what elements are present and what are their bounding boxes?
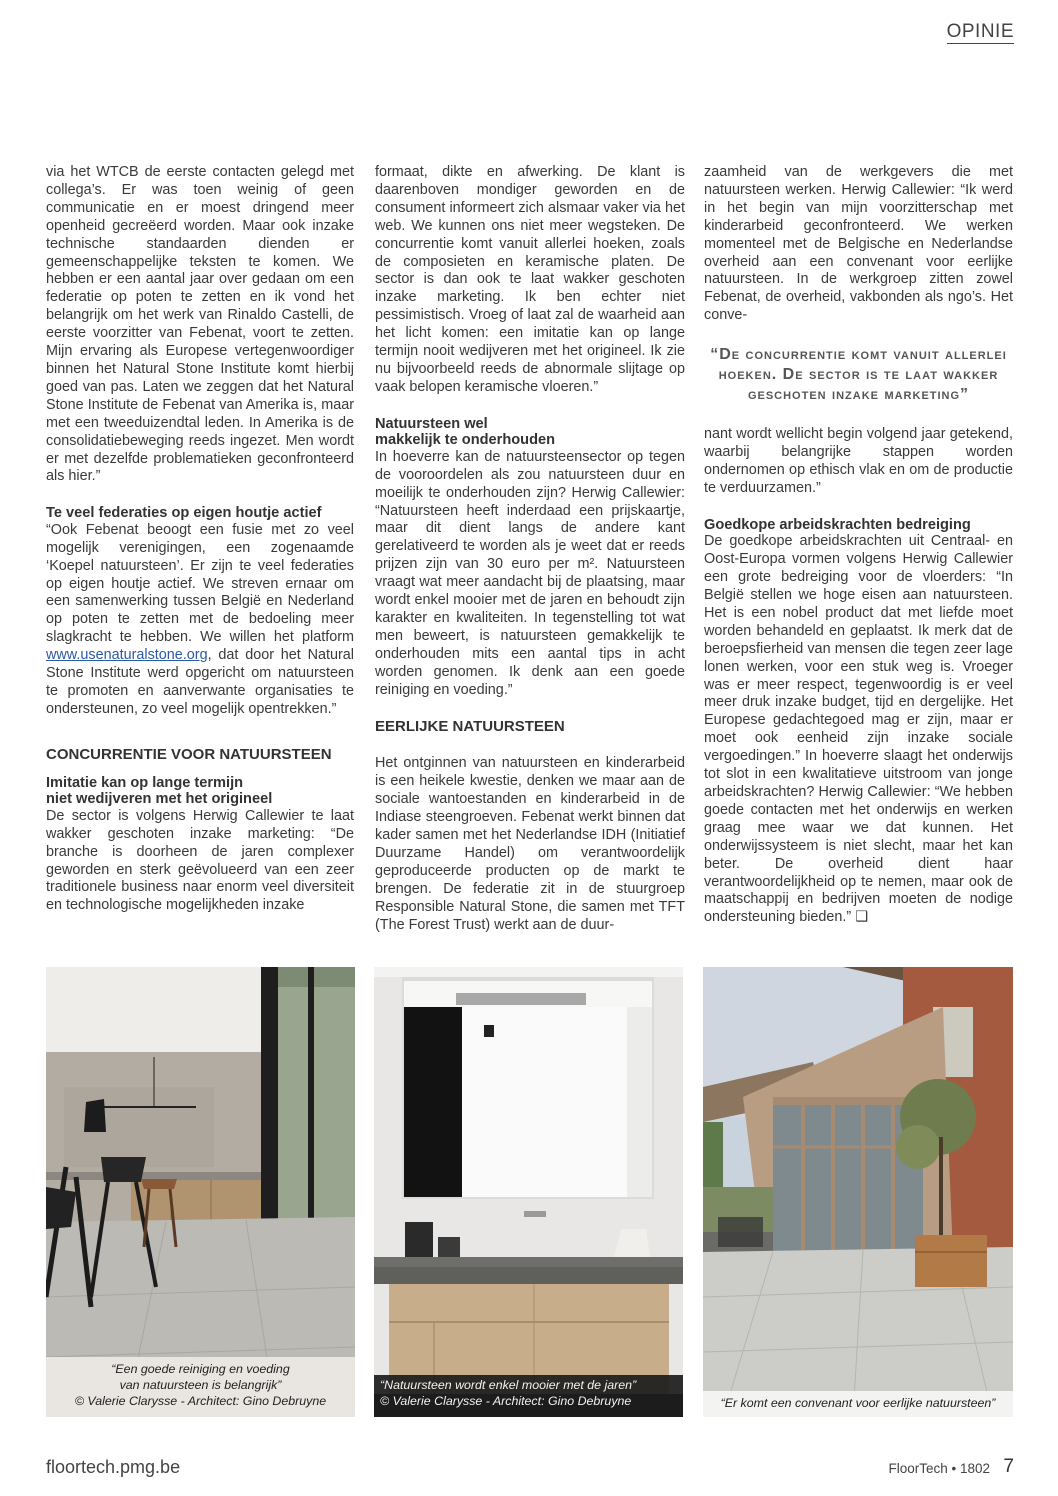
caption-quote: “Een goede reiniging en voeding xyxy=(111,1362,290,1376)
subheading-federaties: Te veel federaties op eigen houtje actief xyxy=(46,505,322,522)
body-paragraph: via het WTCB de eerste contacten gelegd met collega’s. Er was toen weinig of geen communicatie en er moest dringend meer openheid gecreëerd worden. Maar ook inzake technische standaarden dienden er gemeenschappelijke teksten te komen. We hebben er een aantal jaar over gedaan om een federatie op poten te zetten en ik vond het belangrijk om het werk van Rinaldo Castelli, de eerste voorzitter van Febenat, voort te zetten. Mijn ervaring als Europese vertegenwoordiger binnen het Natural Stone Institute komt hierbij goed van pas. Laten we zeggen dat het Natural Stone Institute de Febenat van Amerika is, maar met een tweeduizendtal leden. In Amerika is de consolidatiebeweging reeds ingezet. Men wordt er met dezelfde problematieken geconfronteerd als hier.” xyxy=(46,164,354,485)
subheading-arbeidskrachten: Goedkope arbeidskrachten bedreiging xyxy=(704,516,971,533)
bathroom-illustration xyxy=(374,967,683,1417)
subheading-onderhouden xyxy=(375,416,685,449)
subheading-line: niet wedijveren met het origineel xyxy=(46,791,273,808)
photo-terrace-exterior xyxy=(703,967,1013,1417)
photo-kitchen-interior xyxy=(46,967,355,1417)
section-heading-concurrentie: CONCURRENTIE VOOR NATUURSTEEN xyxy=(46,745,332,763)
photo-caption xyxy=(374,1375,683,1417)
subheading-imitatie xyxy=(46,775,354,808)
article-column-3 xyxy=(704,164,1013,927)
usenaturalstone-link[interactable]: www.usenaturalstone.org xyxy=(46,647,208,664)
section-tag: OPINIE xyxy=(946,21,1014,42)
end-of-article-icon: ❑ xyxy=(855,909,869,926)
body-paragraph: formaat, dikte en afwerking. De klant is daarenboven mondiger geworden en de consument informeert zich alsmaar vaker via het web. We kunnen ons niet meer wegsteken. De concurrentie komt vanuit allerlei hoeken, zoals de composieten en keramische platen. De sector is dan ook te laat wakker geschoten inzake marketing. Ik ben echter niet pessimistisch. Vroeg of laat zal de waarheid aan het licht komen: een imitatie kan op lange termijn nooit wedijveren met het origineel. Ik zie nu bijvoorbeeld reeds de abnormale slijtage op vaak belopen keramische vloeren.” xyxy=(375,164,685,395)
subheading-line: Imitatie kan op lange termijn xyxy=(46,774,244,791)
photo-bathroom-vanity xyxy=(374,967,683,1417)
subheading-line: makkelijk te onderhouden xyxy=(375,432,556,449)
photo-caption xyxy=(46,1357,355,1417)
body-paragraph: zaamheid van de werkgevers die met natuursteen werken. Herwig Callewier: “Ik werd in het begin van mijn voorzitterschap met kinderarbeid geconfronteerd. We werken momenteel met de Belgische en Nederlandse overheid aan een convenant voor eerlijke natuursteen. In de werkgroep zitten zowel Febenat, de overheid, vakbonden als ngo’s. Het conve- xyxy=(704,164,1013,324)
article-column-2 xyxy=(375,164,685,935)
body-text: De goedkope arbeidskrachten uit Centraal- en Oost-Europa vormen volgens Herwig Callewier een grote bedreiging voor de vloerders: “In België stellen we hoge eisen aan natuursteen. Het is een nobel product dat met liefde moet worden behandeld en geplaatst. Ik merk dat de beroepsfierheid van mensen die tegen zeer lage lonen werken, voor een stuk weg is. Vroeger was er meer respect, tegenwoordig is er veel meer druk inzake budget, tijd en dergelijke. Het Europese gedachtegoed mag er zijn, maar er moet ook eenheid zijn inzake sociale vergoedingen.” In hoeverre slaagt het onderwijs tot slot in een kwalitatieve uitstroom van jonge arbeidskrachten? Herwig Callewier: “We hebben goede contacten met het onderwijs en werken graag mee waar we dat kunnen. Het onderwijssysteem is niet slecht, maar het kan beter. De overheid dient haar verantwoordelijkheid op te nemen, maar ook de maatschappij en bedrijven moeten de nodige ondersteuning bieden.” xyxy=(704,533,1013,926)
footer-website[interactable]: floortech.pmg.be xyxy=(46,1457,181,1477)
photo-caption xyxy=(703,1391,1013,1417)
body-paragraph: nant wordt wellicht begin volgend jaar getekend, waarbij belangrijke stappen worden ondernomen op ethisch vlak en om de productie te verduurzamen.” xyxy=(704,426,1013,496)
terrace-illustration xyxy=(703,967,1013,1417)
body-paragraph: De sector is volgens Herwig Callewier te laat wakker geschoten inzake marketing: “De branche is doorheen de jaren complexer geworden en sterk geëvolueerd van een zeer traditionele business naar enorm veel diversiteit en technologische mogelijkheden inzake xyxy=(46,807,354,914)
body-paragraph xyxy=(46,522,354,719)
caption-quote: “Natuursteen wordt enkel mooier met de jaren” xyxy=(380,1378,637,1392)
body-text: “Ook Febenat beoogt een fusie met zo veel mogelijk verenigingen, een zogenaamde ‘Koepel natuursteen’. Er zijn te veel federaties op eigen houtje actief. We streven ernaar om een samenwerking tussen België en Nederland op poten te zetten met de bedoeling meer slagkracht te hebben. We willen het platform xyxy=(46,521,354,646)
body-paragraph: Het ontginnen van natuursteen en kinderarbeid is een heikele kwestie, denken we maar aan de sociale wantoestanden en kinderarbeid in de Indiase steengroeven. Febenat werkt binnen dat kader samen met het Nederlandse IDH (Initiatief Duurzame Handel) om verantwoordelijk geproduceerde producten op de markt te brengen. De federatie zit in de stuurgroep Responsible Natural Stone, die samen met TFT (The Forest Trust) werkt aan de duur- xyxy=(375,755,685,933)
section-heading-eerlijke: EERLIJKE NATUURSTEEN xyxy=(375,718,565,736)
caption-quote: van natuursteen is belangrijk” xyxy=(119,1378,282,1392)
body-paragraph: In hoeverre kan de natuursteensector op tegen de vooroordelen als zou natuursteen duur en moeilijk te onderhouden zijn? Herwig Callewier: “Natuursteen heeft inderdaad een prijskaartje, maar dit dient langs de andere kant gerelativeerd te worden als je weet dat er reeds prijzen zijn van 30 euro per m². Natuursteen vraagt wat meer aandacht bij de plaatsing, maar wordt enkel mooier met de jaren en behoudt zijn karakter en kwaliteiten. In tegenstelling tot wat men beweert, is natuursteen gemakkelijk te onderhouden mits een aantal tips in acht worden genomen. Ik denk aan een goede reiniging en voeding.” xyxy=(375,448,685,698)
caption-credit: © Valerie Clarysse - Architect: Gino Debruyne xyxy=(380,1394,632,1408)
kitchen-illustration xyxy=(46,967,355,1417)
subheading-line: Natuursteen wel xyxy=(375,415,488,432)
caption-credit: © Valerie Clarysse - Architect: Gino Debruyne xyxy=(74,1394,327,1408)
footer-publication: FloorTech • 1802 xyxy=(888,1461,990,1476)
article-column-1 xyxy=(46,164,354,915)
pull-quote: “De concurrentie komt vanuit allerlei hoeken. De sector is te laat wakker geschoten inzake marketing” xyxy=(710,346,1007,404)
page-number: 7 xyxy=(1003,1456,1014,1477)
body-paragraph xyxy=(704,533,1013,927)
caption-quote: “Er komt een convenant voor eerlijke natuursteen” xyxy=(720,1396,996,1410)
body-text: , dat door het Natural Stone Institute werd opgericht om natuursteen te promoten en aanverwante organisaties te ondersteunen, zo veel mogelijk opentrekken.” xyxy=(46,647,354,717)
